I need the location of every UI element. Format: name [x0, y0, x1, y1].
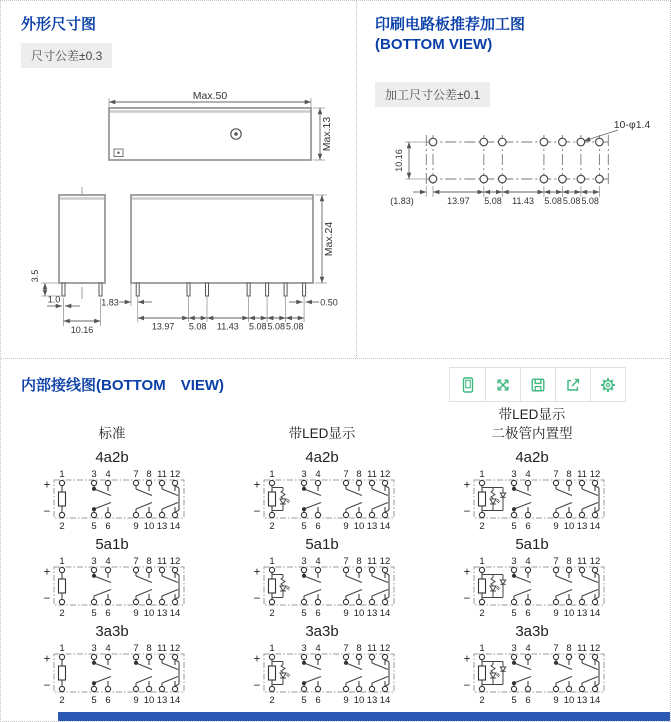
- svg-text:14: 14: [379, 695, 391, 705]
- svg-text:5: 5: [301, 608, 307, 618]
- svg-text:−: −: [463, 506, 471, 518]
- svg-text:1: 1: [59, 643, 65, 654]
- svg-text:5: 5: [91, 608, 97, 618]
- svg-text:7: 7: [133, 469, 139, 480]
- svg-text:7: 7: [553, 643, 559, 654]
- svg-text:2: 2: [479, 521, 485, 531]
- relay-schematic-drawing: [452, 467, 612, 531]
- svg-text:6: 6: [525, 695, 531, 705]
- svg-text:10: 10: [353, 695, 365, 705]
- svg-text:10: 10: [353, 608, 365, 618]
- svg-text:4: 4: [315, 469, 321, 480]
- svg-text:11: 11: [577, 643, 587, 654]
- dim-label-pitch: 5.08: [286, 321, 304, 332]
- svg-text:9: 9: [133, 695, 139, 705]
- svg-text:7: 7: [553, 469, 559, 480]
- svg-text:11: 11: [577, 556, 587, 567]
- svg-text:3: 3: [91, 556, 97, 567]
- svg-text:7: 7: [343, 643, 349, 654]
- svg-text:−: −: [463, 593, 471, 605]
- svg-text:−: −: [253, 680, 261, 692]
- relay-schematic-drawing: [452, 641, 612, 705]
- schematic-led_diode-4a2b: [452, 444, 612, 531]
- svg-text:9: 9: [343, 521, 349, 531]
- svg-text:8: 8: [566, 643, 572, 654]
- svg-text:−: −: [463, 680, 471, 692]
- svg-text:−: −: [253, 506, 261, 518]
- svg-text:13: 13: [156, 695, 168, 705]
- svg-text:8: 8: [356, 469, 362, 480]
- toolbar-button-settings[interactable]: [590, 368, 625, 401]
- svg-text:1: 1: [59, 556, 65, 567]
- dim-label-body-height: Max.24: [323, 222, 335, 257]
- svg-text:5: 5: [511, 608, 517, 618]
- svg-text:12: 12: [589, 469, 601, 480]
- svg-text:5: 5: [91, 695, 97, 705]
- relay-schematic-drawing: [32, 467, 192, 531]
- svg-text:9: 9: [553, 521, 559, 531]
- dim-label-pin-length: 3.5: [30, 269, 40, 283]
- dim-label-height: Max.13: [321, 117, 333, 152]
- share-icon: [564, 376, 582, 394]
- svg-text:1: 1: [479, 643, 485, 654]
- schematic-led-3a3b: [242, 618, 402, 705]
- svg-text:+: +: [253, 479, 261, 492]
- svg-text:12: 12: [379, 469, 391, 480]
- svg-text:12: 12: [379, 643, 391, 654]
- settings-icon: [599, 376, 617, 394]
- svg-text:8: 8: [146, 556, 152, 567]
- toolbar-button-share[interactable]: [555, 368, 590, 401]
- svg-text:13: 13: [366, 521, 378, 531]
- dim-label-left-offset: (1.83): [390, 195, 414, 206]
- svg-text:4: 4: [105, 556, 111, 567]
- svg-text:−: −: [43, 506, 51, 518]
- svg-text:14: 14: [169, 521, 181, 531]
- svg-text:2: 2: [269, 521, 275, 531]
- dim-label-pitch: 5.08: [562, 195, 581, 206]
- pcb-panel-title: [375, 15, 670, 56]
- schematic-standard-5a1b: [32, 531, 192, 618]
- dim-label-left-offset: 1.83: [101, 297, 119, 308]
- svg-text:9: 9: [553, 695, 559, 705]
- column-header-standard: 标准: [98, 426, 126, 442]
- svg-text:7: 7: [133, 556, 139, 567]
- svg-text:8: 8: [356, 556, 362, 567]
- svg-text:9: 9: [133, 521, 139, 531]
- relay-schematic-drawing: [242, 467, 402, 531]
- svg-text:−: −: [253, 593, 261, 605]
- svg-text:11: 11: [367, 556, 377, 567]
- svg-text:8: 8: [566, 556, 572, 567]
- wiring-header: [1, 359, 670, 402]
- dimension-panels-row: [1, 1, 670, 359]
- wiring-section: [1, 359, 670, 705]
- wiring-section-title: 内部接线图(BOTTOM VIEW): [21, 377, 225, 394]
- svg-text:5: 5: [91, 521, 97, 531]
- svg-text:12: 12: [589, 643, 601, 654]
- schematic-led_diode-5a1b: [452, 531, 612, 618]
- svg-text:1: 1: [269, 643, 275, 654]
- svg-text:9: 9: [343, 608, 349, 618]
- svg-text:8: 8: [566, 469, 572, 480]
- svg-text:+: +: [463, 479, 471, 492]
- svg-text:8: 8: [146, 643, 152, 654]
- variant-label: 4a2b: [95, 449, 129, 466]
- outline-dimension-drawing: [21, 90, 357, 340]
- svg-text:4: 4: [105, 643, 111, 654]
- dim-label-pin-pitch: 10.16: [70, 325, 94, 336]
- svg-text:14: 14: [169, 695, 181, 705]
- svg-text:11: 11: [157, 643, 167, 654]
- dim-label-pitch: 5.08: [267, 321, 286, 332]
- svg-text:4: 4: [525, 556, 531, 567]
- svg-text:9: 9: [343, 695, 349, 705]
- svg-text:6: 6: [525, 608, 531, 618]
- diagram-toolbar: [449, 367, 626, 402]
- svg-text:3: 3: [91, 469, 97, 480]
- svg-text:10: 10: [143, 521, 155, 531]
- svg-text:2: 2: [479, 695, 485, 705]
- svg-text:6: 6: [105, 521, 111, 531]
- dim-label-pitch: 5.08: [484, 195, 502, 206]
- dim-label-pitch: 5.08: [581, 195, 599, 206]
- column-header-led: 带LED显示: [288, 426, 356, 442]
- svg-text:14: 14: [379, 608, 391, 618]
- svg-text:1: 1: [479, 556, 485, 567]
- svg-text:6: 6: [315, 521, 321, 531]
- svg-text:11: 11: [577, 469, 587, 480]
- relay-schematic-drawing: [32, 554, 192, 618]
- svg-text:6: 6: [105, 695, 111, 705]
- svg-text:5: 5: [301, 521, 307, 531]
- svg-text:5: 5: [301, 695, 307, 705]
- dim-label-width: Max.50: [192, 90, 228, 103]
- svg-text:3: 3: [511, 469, 517, 480]
- svg-text:3: 3: [511, 556, 517, 567]
- svg-text:+: +: [43, 566, 51, 579]
- svg-text:5: 5: [511, 695, 517, 705]
- dim-label-pitch: 11.43: [512, 195, 535, 206]
- svg-text:2: 2: [479, 608, 485, 618]
- svg-text:6: 6: [105, 608, 111, 618]
- schematic-grid: [1, 402, 670, 705]
- svg-text:1: 1: [479, 469, 485, 480]
- svg-text:10: 10: [563, 521, 575, 531]
- svg-text:4: 4: [315, 556, 321, 567]
- svg-text:11: 11: [157, 556, 167, 567]
- svg-text:+: +: [463, 653, 471, 666]
- svg-text:8: 8: [356, 643, 362, 654]
- svg-text:7: 7: [553, 556, 559, 567]
- svg-text:11: 11: [367, 643, 377, 654]
- svg-text:10: 10: [143, 608, 155, 618]
- svg-text:11: 11: [157, 469, 167, 480]
- svg-text:13: 13: [156, 521, 168, 531]
- svg-text:9: 9: [133, 608, 139, 618]
- svg-text:8: 8: [146, 469, 152, 480]
- svg-text:1: 1: [59, 469, 65, 480]
- svg-text:10: 10: [143, 695, 155, 705]
- svg-text:12: 12: [589, 556, 601, 567]
- svg-text:10: 10: [353, 521, 365, 531]
- schematic-led-4a2b: [242, 444, 402, 531]
- svg-text:4: 4: [525, 643, 531, 654]
- variant-label: 4a2b: [305, 449, 339, 466]
- variant-label: 5a1b: [95, 536, 129, 553]
- dim-label-pitch: 5.08: [544, 195, 562, 206]
- svg-text:13: 13: [576, 608, 588, 618]
- variant-label: 5a1b: [305, 536, 339, 553]
- svg-text:10: 10: [563, 695, 575, 705]
- outline-tolerance-badge: 尺寸公差±0.3: [21, 43, 112, 68]
- save-icon: [529, 376, 547, 394]
- svg-text:13: 13: [576, 521, 588, 531]
- variant-label: 5a1b: [515, 536, 549, 553]
- svg-text:+: +: [43, 479, 51, 492]
- outline-dimensions-panel: [1, 1, 357, 358]
- svg-text:+: +: [253, 653, 261, 666]
- svg-text:10: 10: [563, 608, 575, 618]
- hole-spec-label: 10-φ1.4: [613, 118, 651, 131]
- svg-text:14: 14: [589, 695, 601, 705]
- svg-text:14: 14: [589, 521, 601, 531]
- svg-text:1: 1: [269, 469, 275, 480]
- svg-text:2: 2: [59, 695, 65, 705]
- svg-text:4: 4: [105, 469, 111, 480]
- schematic-standard-4a2b: [32, 444, 192, 531]
- toolbar-button-expand[interactable]: [485, 368, 520, 401]
- svg-text:12: 12: [169, 643, 181, 654]
- svg-text:13: 13: [576, 695, 588, 705]
- svg-text:3: 3: [91, 643, 97, 654]
- schematic-standard-3a3b: [32, 618, 192, 705]
- relay-schematic-drawing: [32, 641, 192, 705]
- svg-text:−: −: [43, 680, 51, 692]
- dim-label-pitch: 5.08: [188, 321, 207, 332]
- svg-text:−: −: [43, 593, 51, 605]
- svg-text:14: 14: [379, 521, 391, 531]
- svg-text:2: 2: [269, 695, 275, 705]
- svg-text:12: 12: [379, 556, 391, 567]
- svg-text:2: 2: [59, 608, 65, 618]
- dim-label-row-pitch: 10.16: [394, 148, 404, 172]
- svg-text:3: 3: [301, 556, 307, 567]
- svg-text:14: 14: [589, 608, 601, 618]
- svg-text:+: +: [463, 566, 471, 579]
- schematic-led-5a1b: [242, 531, 402, 618]
- dim-label-pitch: 13.97: [151, 321, 175, 332]
- svg-text:6: 6: [525, 521, 531, 531]
- footer-bar: [58, 712, 670, 721]
- variant-label: 3a3b: [305, 623, 339, 640]
- dim-label-pitch: 5.08: [249, 321, 267, 332]
- variant-label: 3a3b: [95, 623, 129, 640]
- svg-text:13: 13: [366, 695, 378, 705]
- svg-text:11: 11: [367, 469, 377, 480]
- svg-text:7: 7: [343, 469, 349, 480]
- svg-text:12: 12: [169, 556, 181, 567]
- dim-label-pin-width-front: 0.50: [320, 297, 338, 308]
- svg-text:+: +: [43, 653, 51, 666]
- pcb-layout-panel: [357, 1, 670, 358]
- svg-text:13: 13: [366, 608, 378, 618]
- svg-text:12: 12: [169, 469, 181, 480]
- svg-text:+: +: [253, 566, 261, 579]
- svg-text:2: 2: [59, 521, 65, 531]
- pcb-title-line1: 印刷电路板推荐加工图: [375, 16, 526, 33]
- relay-schematic-drawing: [452, 554, 612, 618]
- svg-text:6: 6: [315, 608, 321, 618]
- svg-text:5: 5: [511, 521, 517, 531]
- svg-text:3: 3: [301, 643, 307, 654]
- relay-schematic-drawing: [242, 641, 402, 705]
- svg-text:1: 1: [269, 556, 275, 567]
- svg-text:4: 4: [525, 469, 531, 480]
- relay-schematic-drawing: [242, 554, 402, 618]
- svg-text:9: 9: [553, 608, 559, 618]
- column-header-led-diode: 带LED显示 二极管内置型: [491, 406, 573, 442]
- svg-text:3: 3: [301, 469, 307, 480]
- dim-label-pin-width: 1.0: [47, 294, 61, 305]
- schematic-led_diode-3a3b: [452, 618, 612, 705]
- expand-icon: [494, 376, 512, 394]
- variant-label: 3a3b: [515, 623, 549, 640]
- pcb-tolerance-badge: 加工尺寸公差±0.1: [375, 82, 490, 107]
- svg-text:4: 4: [315, 643, 321, 654]
- mobile-icon: [459, 376, 477, 394]
- toolbar-button-save[interactable]: [520, 368, 555, 401]
- pcb-layout-drawing: [375, 119, 665, 231]
- svg-text:14: 14: [169, 608, 181, 618]
- variant-label: 4a2b: [515, 449, 549, 466]
- svg-text:6: 6: [315, 695, 321, 705]
- svg-text:3: 3: [511, 643, 517, 654]
- svg-text:7: 7: [343, 556, 349, 567]
- svg-text:13: 13: [156, 608, 168, 618]
- dim-label-pitch: 11.43: [216, 321, 239, 332]
- outline-panel-title: 外形尺寸图: [21, 16, 97, 33]
- dim-label-pitch: 13.97: [447, 195, 470, 206]
- svg-text:7: 7: [133, 643, 139, 654]
- pcb-title-line2: (BOTTOM VIEW): [375, 36, 493, 54]
- toolbar-button-mobile[interactable]: [450, 368, 485, 401]
- svg-text:2: 2: [269, 608, 275, 618]
